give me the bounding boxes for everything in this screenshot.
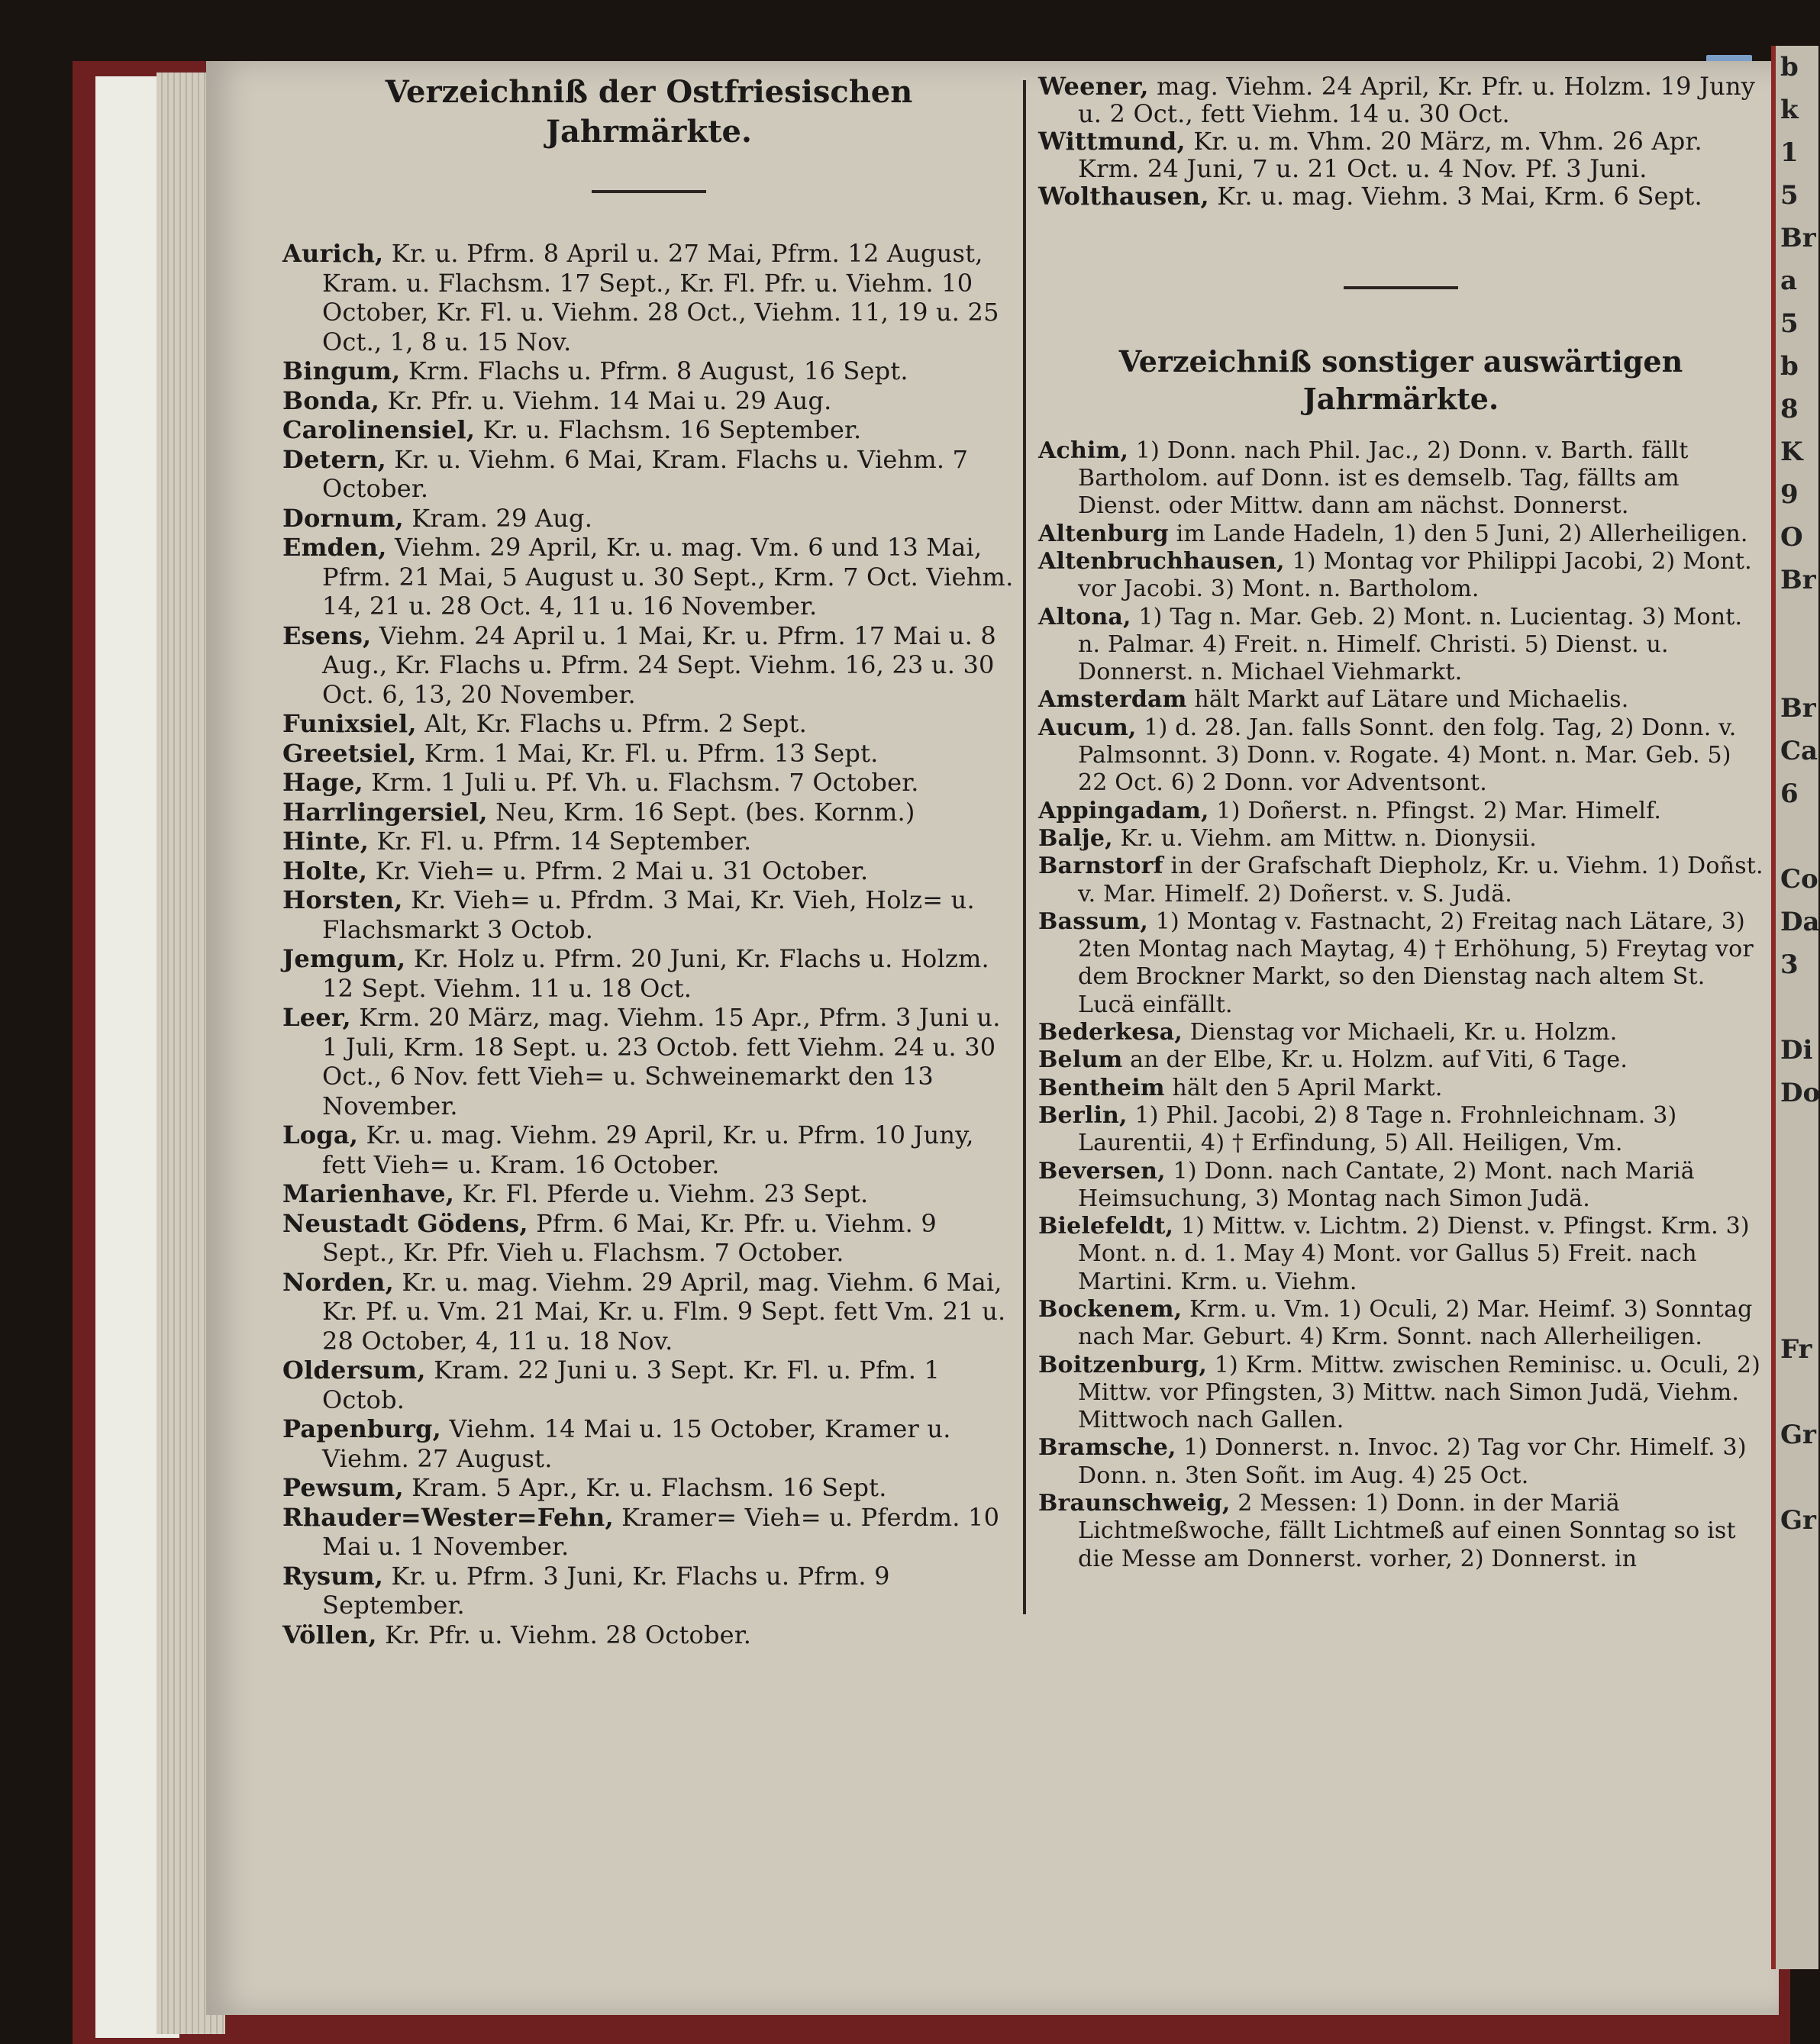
market-dates: Kr. Pfr. u. Viehm. 28 October. bbox=[385, 1620, 752, 1649]
market-entry bbox=[282, 798, 1015, 827]
next-page-fragment: K bbox=[1780, 437, 1803, 467]
market-entry bbox=[282, 445, 1015, 504]
next-page-fragment bbox=[1776, 1670, 1818, 1713]
place-name: Aucum, bbox=[1038, 714, 1137, 741]
next-page-fragment bbox=[1776, 1285, 1818, 1328]
market-dates: Kr. u. Viehm. 6 Mai, Kram. Flachs u. Viehm. 7 October. bbox=[322, 444, 969, 503]
place-name: Holte, bbox=[282, 856, 368, 885]
place-name: Achim, bbox=[1038, 437, 1129, 464]
right-heading-line2: Jahrmärkte. bbox=[1302, 382, 1499, 417]
left-column bbox=[282, 73, 1015, 1649]
market-dates: Kram. 5 Apr., Kr. u. Flachsm. 16 Sept. bbox=[411, 1473, 887, 1502]
market-entry bbox=[282, 1620, 1015, 1650]
market-entry bbox=[282, 239, 1015, 356]
right-heading-line1: Verzeichniß sonstiger auswärtigen bbox=[1118, 344, 1683, 379]
next-page-fragment: 3 bbox=[1780, 949, 1799, 980]
market-dates: 1) Mittw. v. Lichtm. 2) Dienst. v. Pfingst. Krm. 3) Mont. n. d. 1. May 4) Mont. vor Gallus 5) Freit. nach Martini. Krm. u. Viehm. bbox=[1078, 1213, 1750, 1295]
section-rule bbox=[1344, 286, 1458, 289]
right-column bbox=[1038, 73, 1764, 1573]
market-entry bbox=[282, 768, 1015, 798]
market-dates: Kr. Fl. u. Pfrm. 14 September. bbox=[376, 827, 752, 856]
market-entry bbox=[282, 1562, 1015, 1620]
next-page-edge bbox=[1771, 46, 1818, 1969]
next-page-fragment: Di bbox=[1780, 1035, 1813, 1066]
market-dates: Kr. u. mag. Viehm. 3 Mai, Krm. 6 Sept. bbox=[1217, 182, 1702, 211]
market-entry bbox=[1038, 437, 1764, 521]
market-dates: Viehm. 24 April u. 1 Mai, Kr. u. Pfrm. 17 Mai u. 8 Aug., Kr. Flachs u. Pfrm. 24 Sept. Viehm. 16, 23 u. 30 Oct. 6, 13, 20 November. bbox=[322, 621, 996, 709]
next-page-fragment: 9 bbox=[1780, 479, 1799, 510]
place-name: Norden, bbox=[282, 1267, 394, 1297]
market-dates: 1) Doñerst. n. Pfingst. 2) Mar. Himelf. bbox=[1216, 797, 1662, 824]
market-dates: 1) Montag v. Fastnacht, 2) Freitag nach Lätare, 3) 2ten Montag nach Maytag, 4) † Erhöhung, 5) Freytag vor dem Brockner Markt, so den Dienstag nach altem St. Lucä einfällt. bbox=[1078, 908, 1754, 1018]
place-name: Wolthausen, bbox=[1038, 182, 1209, 211]
market-dates: Pfrm. 6 Mai, Kr. Pfr. u. Viehm. 9 Sept., Kr. Pfr. Vieh u. Flachsm. 7 October. bbox=[322, 1208, 937, 1267]
next-page-fragment bbox=[1776, 1456, 1818, 1499]
next-page-fragment bbox=[1776, 1627, 1818, 1670]
place-name: Altona, bbox=[1038, 603, 1131, 630]
market-entry bbox=[282, 739, 1015, 769]
place-name: Altenburg bbox=[1038, 520, 1169, 547]
market-entry bbox=[1038, 604, 1764, 687]
market-dates: Viehm. 14 Mai u. 15 October, Kramer u. Viehm. 27 August. bbox=[322, 1414, 951, 1473]
market-dates: Kr. u. Pfrm. 3 Juni, Kr. Flachs u. Pfrm. 9 September. bbox=[322, 1561, 890, 1620]
market-dates: 1) Donn. nach Phil. Jac., 2) Donn. v. Barth. fällt Bartholom. auf Donn. ist es demselb. Tag, fällts am Dienst. oder Mittw. dann am nächst. Donnerst. bbox=[1078, 437, 1689, 520]
market-entry bbox=[1038, 1352, 1764, 1435]
next-page-fragment: Br bbox=[1780, 565, 1816, 595]
next-page-fragment: 1 bbox=[1780, 137, 1799, 168]
market-entry bbox=[282, 621, 1015, 710]
place-name: Rhauder=Wester=Fehn, bbox=[282, 1502, 614, 1532]
market-entry bbox=[1038, 798, 1764, 825]
place-name: Loga, bbox=[282, 1120, 359, 1149]
place-name: Marienhave, bbox=[282, 1179, 455, 1208]
place-name: Hinte, bbox=[282, 827, 369, 856]
next-page-fragment: 6 bbox=[1780, 779, 1799, 809]
place-name: Greetsiel, bbox=[282, 738, 417, 768]
market-entry bbox=[1038, 1046, 1764, 1074]
next-page-fragment bbox=[1776, 1585, 1818, 1627]
place-name: Papenburg, bbox=[282, 1414, 441, 1443]
market-dates: 1) Phil. Jacobi, 2) 8 Tage n. Frohnleichnam. 3) Laurentii, 4) † Erfindung, 5) All. Heiligen, Vm. bbox=[1078, 1101, 1677, 1157]
market-dates: Kram. 22 Juni u. 3 Sept. Kr. Fl. u. Pfm. 1 Octob. bbox=[322, 1356, 941, 1414]
market-dates: Kr. Vieh= u. Pfrm. 2 Mai u. 31 October. bbox=[375, 856, 869, 885]
market-dates: Krm. Flachs u. Pfrm. 8 August, 16 Sept. bbox=[408, 356, 908, 385]
place-name: Aurich, bbox=[282, 239, 384, 268]
place-name: Braunschweig, bbox=[1038, 1490, 1231, 1517]
next-page-fragment bbox=[1776, 601, 1818, 644]
next-page-fragment: a bbox=[1780, 266, 1798, 296]
place-name: Bockenem, bbox=[1038, 1295, 1183, 1323]
market-entry bbox=[282, 856, 1015, 886]
next-page-fragment bbox=[1776, 1157, 1818, 1200]
place-name: Boitzenburg, bbox=[1038, 1351, 1207, 1378]
place-name: Beversen, bbox=[1038, 1157, 1166, 1185]
market-dates: Kram. 29 Aug. bbox=[411, 503, 593, 533]
place-name: Wittmund, bbox=[1038, 127, 1186, 156]
next-page-fragment: Br bbox=[1780, 223, 1816, 253]
place-name: Leer, bbox=[282, 1003, 351, 1032]
market-dates: im Lande Hadeln, 1) den 5 Juni, 2) Allerheiligen. bbox=[1176, 520, 1748, 547]
market-dates: Dienstag vor Michaeli, Kr. u. Holzm. bbox=[1189, 1019, 1618, 1046]
market-dates: Krm. 1 Mai, Kr. Fl. u. Pfrm. 13 Sept. bbox=[424, 738, 879, 768]
market-dates: 1) Montag vor Philippi Jacobi, 2) Mont. vor Jacobi. 3) Mont. n. Bartholom. bbox=[1078, 547, 1752, 603]
next-page-fragment bbox=[1776, 1371, 1818, 1414]
place-name: Rysum, bbox=[282, 1561, 384, 1591]
market-entry bbox=[282, 386, 1015, 416]
next-page-fragments bbox=[1776, 46, 1818, 1755]
market-dates: Kr. u. Pfrm. 8 April u. 27 Mai, Pfrm. 12 August, Kram. u. Flachsm. 17 Sept., Kr. Fl. Pfr. u. Viehm. 10 October, Kr. Fl. u. Viehm. 28 Oct., Viehm. 11, 19 u. 25 Oct., 1, 8 u. 15 Nov. bbox=[322, 239, 999, 356]
market-entry bbox=[1038, 521, 1764, 548]
place-name: Berlin, bbox=[1038, 1101, 1128, 1129]
market-entry bbox=[1038, 1019, 1764, 1046]
next-page-fragment bbox=[1776, 1713, 1818, 1755]
market-entry bbox=[1038, 1213, 1764, 1296]
next-page-fragment: 5 bbox=[1780, 308, 1799, 339]
market-entry bbox=[1038, 908, 1764, 1019]
place-name: Balje, bbox=[1038, 824, 1113, 852]
market-entry bbox=[282, 827, 1015, 856]
column-divider bbox=[1023, 80, 1026, 1614]
next-page-fragment: b bbox=[1780, 351, 1799, 382]
market-entry bbox=[1038, 1434, 1764, 1490]
next-page-fragment bbox=[1776, 1243, 1818, 1285]
place-name: Altenbruchhausen, bbox=[1038, 547, 1285, 575]
market-dates: Krm. 20 März, mag. Viehm. 15 Apr., Pfrm. 3 Juni u. 1 Juli, Krm. 18 Sept. u. 23 Octob. fett Viehm. 24 u. 30 Oct., 6 Nov. fett Vieh= u. Schweinemarkt den 13 November. bbox=[322, 1003, 1001, 1120]
market-dates: 1) Krm. Mittw. zwischen Reminisc. u. Oculi, 2) Mittw. vor Pfingsten, 3) Mittw. nach Simon Judä, Viehm. Mittwoch nach Gallen. bbox=[1078, 1351, 1761, 1434]
next-page-fragment: Gr bbox=[1780, 1420, 1816, 1450]
market-dates: Viehm. 29 April, Kr. u. mag. Vm. 6 und 13 Mai, Pfrm. 21 Mai, 5 August u. 30 Sept., Krm. 7 Oct. Viehm. 14, 21 u. 28 Oct. 4, 11 u. 16 November. bbox=[322, 533, 1014, 621]
market-entry bbox=[1038, 73, 1764, 127]
market-entry bbox=[282, 1503, 1015, 1562]
place-name: Weener, bbox=[1038, 72, 1149, 101]
place-name: Esens, bbox=[282, 621, 372, 650]
market-dates: Kr. u. Viehm. am Mittw. n. Dionysii. bbox=[1120, 824, 1537, 852]
market-dates: Kr. u. mag. Viehm. 29 April, Kr. u. Pfrm. 10 Juny, fett Vieh= u. Kram. 16 October. bbox=[322, 1120, 974, 1179]
place-name: Bentheim bbox=[1038, 1074, 1165, 1101]
market-entry bbox=[1038, 1158, 1764, 1214]
place-name: Bederkesa, bbox=[1038, 1019, 1183, 1046]
market-entry bbox=[282, 533, 1015, 621]
next-page-fragment bbox=[1776, 1200, 1818, 1243]
next-page-fragment: Ca bbox=[1780, 736, 1818, 766]
market-entry bbox=[282, 1003, 1015, 1120]
market-dates: Kr. Holz u. Pfrm. 20 Juni, Kr. Flachs u. Holzm. 12 Sept. Viehm. 11 u. 18 Oct. bbox=[322, 944, 989, 1003]
market-entry bbox=[282, 709, 1015, 739]
market-entry bbox=[1038, 686, 1764, 714]
right-top-entries bbox=[1038, 73, 1764, 210]
place-name: Oldersum, bbox=[282, 1356, 426, 1385]
market-dates: Kramer= Vieh= u. Pferdm. 10 Mai u. 1 November. bbox=[322, 1502, 1000, 1561]
market-dates: Kr. u. Flachsm. 16 September. bbox=[482, 415, 862, 444]
next-page-fragment: Do bbox=[1780, 1078, 1820, 1108]
market-dates: in der Grafschaft Diepholz, Kr. u. Viehm. 1) Doñst. v. Mar. Himelf. 2) Doñerst. v. S. Judä. bbox=[1078, 853, 1764, 908]
next-page-fragment: Da bbox=[1780, 907, 1820, 937]
place-name: Pewsum, bbox=[282, 1473, 404, 1502]
market-entry bbox=[282, 1209, 1015, 1268]
market-dates: hält Markt auf Lätare und Michaelis. bbox=[1194, 686, 1629, 714]
market-dates: Krm. u. Vm. 1) Oculi, 2) Mar. Heimf. 3) Sonntag nach Mar. Geburt. 4) Krm. Sonnt. nach Allerheiligen. bbox=[1078, 1295, 1753, 1351]
next-page-fragment: O bbox=[1780, 522, 1803, 553]
place-name: Völlen, bbox=[282, 1620, 377, 1649]
place-name: Appingadam, bbox=[1038, 797, 1209, 824]
next-page-fragment: Gr bbox=[1780, 1505, 1816, 1536]
market-dates: 1) Donnerst. n. Invoc. 2) Tag vor Chr. Himelf. 3) Donn. n. 3ten Soñt. im Aug. 4) 25 Oct. bbox=[1078, 1434, 1747, 1489]
next-page-fragment: 5 bbox=[1780, 180, 1799, 211]
place-name: Bassum, bbox=[1038, 908, 1148, 935]
next-page-fragment bbox=[1776, 1114, 1818, 1157]
place-name: Detern, bbox=[282, 444, 386, 474]
market-entry bbox=[282, 1356, 1015, 1414]
place-name: Neustadt Gödens, bbox=[282, 1208, 528, 1238]
market-entry bbox=[282, 885, 1015, 944]
next-page-fragment bbox=[1776, 815, 1818, 858]
next-page-fragment bbox=[1776, 1542, 1818, 1585]
place-name: Bonda, bbox=[282, 385, 380, 415]
next-page-fragment bbox=[1776, 986, 1818, 1029]
place-name: Hage, bbox=[282, 768, 363, 797]
market-dates: Kr. Fl. Pferde u. Viehm. 23 Sept. bbox=[462, 1179, 869, 1208]
next-page-fragment: 8 bbox=[1780, 394, 1799, 424]
next-page-fragment bbox=[1776, 644, 1818, 687]
market-dates: hält den 5 April Markt. bbox=[1172, 1074, 1443, 1101]
market-dates: an der Elbe, Kr. u. Holzm. auf Viti, 6 Tage. bbox=[1130, 1046, 1628, 1074]
market-entry bbox=[282, 1120, 1015, 1179]
place-name: Amsterdam bbox=[1038, 686, 1187, 714]
place-name: Bielefeldt, bbox=[1038, 1213, 1174, 1240]
market-entry bbox=[282, 1473, 1015, 1503]
market-entry bbox=[282, 504, 1015, 534]
heading-rule bbox=[592, 190, 706, 193]
market-dates: Kr. u. m. Vhm. 20 März, m. Vhm. 26 Apr. Krm. 24 Juni, 7 u. 21 Oct. u. 4 Nov. Pf. 3 Juni. bbox=[1078, 127, 1702, 183]
market-entry bbox=[282, 1268, 1015, 1356]
place-name: Funixsiel, bbox=[282, 709, 417, 738]
next-page-fragment: Br bbox=[1780, 693, 1816, 724]
market-dates: Kr. Pfr. u. Viehm. 14 Mai u. 29 Aug. bbox=[387, 385, 832, 415]
next-page-fragment: b bbox=[1780, 52, 1799, 82]
left-heading: Verzeichniß der Ostfriesischen Jahrmärkte. bbox=[385, 74, 913, 150]
place-name: Bingum, bbox=[282, 356, 401, 385]
market-entry bbox=[1038, 1296, 1764, 1352]
next-page-fragment: Co bbox=[1780, 864, 1818, 895]
place-name: Emden, bbox=[282, 533, 387, 562]
place-name: Belum bbox=[1038, 1046, 1123, 1074]
left-entries-list bbox=[282, 239, 1015, 1649]
place-name: Barnstorf bbox=[1038, 853, 1163, 880]
market-dates: mag. Viehm. 24 April, Kr. Pfr. u. Holzm. 19 Juny u. 2 Oct., fett Viehm. 14 u. 30 Oct. bbox=[1078, 72, 1756, 128]
market-entry bbox=[282, 944, 1015, 1003]
market-entry bbox=[1038, 853, 1764, 908]
market-entry bbox=[1038, 1102, 1764, 1158]
market-entry bbox=[1038, 1075, 1764, 1102]
next-page-fragment: k bbox=[1780, 95, 1799, 125]
market-entry bbox=[1038, 825, 1764, 853]
market-entry bbox=[1038, 127, 1764, 182]
place-name: Carolinensiel, bbox=[282, 415, 476, 444]
market-dates: Krm. 1 Juli u. Pf. Vh. u. Flachsm. 7 October. bbox=[371, 768, 919, 797]
market-dates: 1) Tag n. Mar. Geb. 2) Mont. n. Lucientag. 3) Mont. n. Palmar. 4) Freit. n. Himelf. Christi. 5) Dienst. u. Donnerst. n. Michael Viehmarkt. bbox=[1078, 603, 1743, 686]
place-name: Jemgum, bbox=[282, 944, 406, 973]
place-name: Bramsche, bbox=[1038, 1434, 1176, 1462]
market-entry bbox=[282, 415, 1015, 445]
market-entry bbox=[1038, 182, 1764, 210]
market-dates: Kr. u. mag. Viehm. 29 April, mag. Viehm. 6 Mai, Kr. Pf. u. Vm. 21 Mai, Kr. u. Flm. 9 Sept. fett Vm. 21 u. 28 October, 4, 11 u. 18 Nov. bbox=[322, 1267, 1006, 1356]
market-entry bbox=[1038, 548, 1764, 604]
next-page-fragment: Fr bbox=[1780, 1334, 1812, 1365]
market-entry bbox=[1038, 714, 1764, 798]
market-dates: Neu, Krm. 16 Sept. (bes. Kornm.) bbox=[495, 797, 915, 827]
place-name: Harrlingersiel, bbox=[282, 797, 488, 827]
market-dates: Kr. Vieh= u. Pfrdm. 3 Mai, Kr. Vieh, Holz= u. Flachsmarkt 3 Octob. bbox=[322, 885, 975, 944]
market-entry bbox=[1038, 1490, 1764, 1573]
place-name: Dornum, bbox=[282, 503, 404, 533]
market-dates: 1) d. 28. Jan. falls Sonnt. den folg. Tag, 2) Donn. v. Palmsonnt. 3) Donn. v. Rogate. 4) Mont. n. Mar. Geb. 5) 22 Oct. 6) 2 Donn. vor Adventsont. bbox=[1078, 714, 1737, 797]
right-entries-list bbox=[1038, 437, 1764, 1573]
market-dates: 2 Messen: 1) Donn. in der Mariä Lichtmeßwoche, fällt Lichtmeß auf einen Sonntag so ist die Messe am Donnerst. vorher, 2) Donnerst. in bbox=[1078, 1490, 1736, 1572]
market-entry bbox=[282, 356, 1015, 386]
market-entry bbox=[282, 1179, 1015, 1209]
market-dates: Alt, Kr. Flachs u. Pfrm. 2 Sept. bbox=[424, 709, 807, 738]
place-name: Horsten, bbox=[282, 885, 403, 914]
market-dates: 1) Donn. nach Cantate, 2) Mont. nach Mariä Heimsuchung, 3) Montag nach Simon Judä. bbox=[1078, 1157, 1695, 1212]
market-entry bbox=[282, 1414, 1015, 1473]
